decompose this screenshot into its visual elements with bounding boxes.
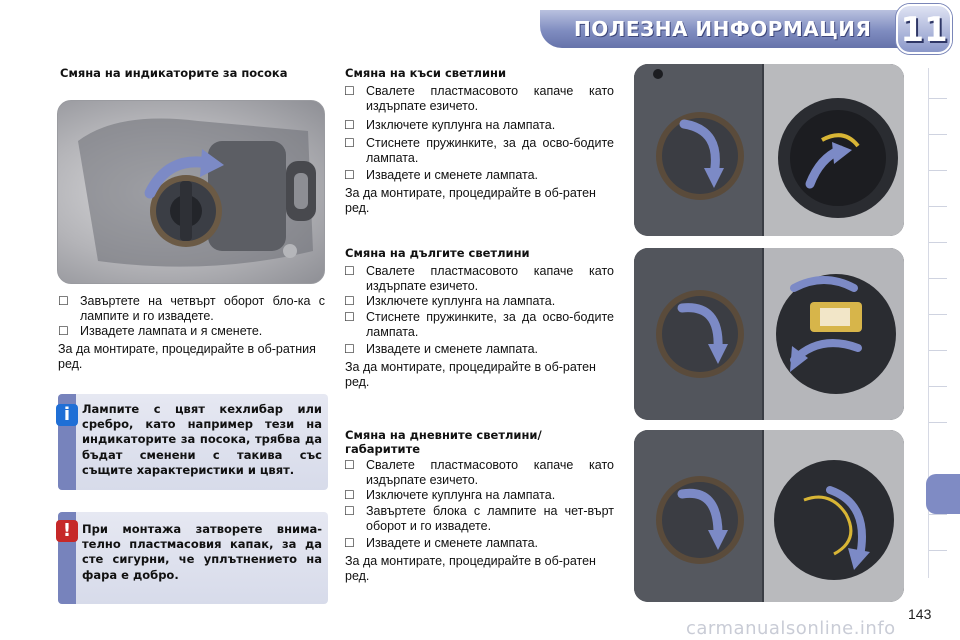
instruction-bullet xyxy=(344,136,614,166)
high-beam-illustration xyxy=(634,248,904,420)
tab-tick xyxy=(929,550,947,551)
instruction-bullet xyxy=(344,310,614,340)
daytime-light-illustration xyxy=(634,430,904,602)
tab-tick xyxy=(929,134,947,135)
indicator-lamp-drawing xyxy=(58,101,325,284)
checkbox-icon: ☐ xyxy=(344,294,355,308)
warning-box-text: При монтажа затворете внима-телно пластмасовия капак, за да сте сигурни, че уплътнението на фара е добро. xyxy=(82,522,322,582)
instruction-bullet xyxy=(344,536,614,551)
checkbox-icon: ☐ xyxy=(344,84,355,98)
info-box-text: Лампите с цвят кехлибар или сребро, като например тези на индикаторите за посока, трябва да бъдат сменени с такива със същите характеристики и цвят. xyxy=(82,402,322,477)
checkbox-icon: ☐ xyxy=(344,118,355,132)
checkbox-icon: ☐ xyxy=(344,264,355,278)
tab-tick xyxy=(929,242,947,243)
instruction-bullet xyxy=(344,264,614,294)
tab-tick xyxy=(929,278,947,279)
instruction-text: Свалете пластмасовото капаче като издърпате езичето. xyxy=(366,84,614,113)
refit-note: За да монтирате, процедирайте в об-ратния ред. xyxy=(58,342,316,371)
section-heading-daytime-lights: Смяна на дневните светлини/ габаритите xyxy=(345,428,542,456)
warning-icon: ! xyxy=(56,520,78,542)
instruction-bullet xyxy=(344,118,614,133)
instruction-text: Изключете куплунга на лампата. xyxy=(366,488,556,502)
tab-tick xyxy=(929,170,947,171)
instruction-bullet xyxy=(58,324,325,339)
tab-tick xyxy=(929,206,947,207)
checkbox-icon: ☐ xyxy=(344,168,355,182)
instruction-bullet xyxy=(344,294,614,309)
refit-note: За да монтирате, процедирайте в об-ратен ред. xyxy=(345,186,596,215)
checkbox-icon: ☐ xyxy=(344,342,355,356)
instruction-bullet xyxy=(58,294,325,324)
low-beam-illustration xyxy=(634,64,904,236)
instruction-text: Свалете пластмасовото капаче като издърпате езичето. xyxy=(366,264,614,293)
instruction-text: Извадете и сменете лампата. xyxy=(366,536,539,550)
refit-note: За да монтирате, процедирайте в об-ратен ред. xyxy=(345,554,596,583)
tab-tick xyxy=(929,350,947,351)
section-heading-indicators: Смяна на индикаторите за посока xyxy=(60,66,288,80)
instruction-bullet xyxy=(344,84,614,114)
checkbox-icon: ☐ xyxy=(344,488,355,502)
instruction-text: Извадете лампата и я сменете. xyxy=(80,324,263,338)
instruction-text: Стиснете пружинките, за да осво-бодите лампата. xyxy=(366,310,614,339)
section-heading-high-beam: Смяна на дългите светлини xyxy=(345,246,530,260)
instruction-bullet xyxy=(344,342,614,357)
chapter-badge xyxy=(896,4,952,54)
watermark: carmanualsonline.info xyxy=(686,618,896,639)
checkbox-icon: ☐ xyxy=(344,458,355,472)
tab-tick xyxy=(929,422,947,423)
instruction-text: Извадете и сменете лампата. xyxy=(366,342,539,356)
checkbox-icon: ☐ xyxy=(58,324,69,338)
info-icon: i xyxy=(56,404,78,426)
checkbox-icon: ☐ xyxy=(344,310,355,324)
tab-tick xyxy=(929,514,947,515)
chapter-tab-active[interactable] xyxy=(926,474,960,514)
daytime-light-drawing xyxy=(634,430,904,602)
checkbox-icon: ☐ xyxy=(344,536,355,550)
instruction-text: Свалете пластмасовото капаче като издърпате езичето. xyxy=(366,458,614,487)
checkbox-icon: ☐ xyxy=(344,136,355,150)
refit-note: За да монтирате, процедирайте в об-ратен ред. xyxy=(345,360,596,389)
tab-tick xyxy=(929,98,947,99)
instruction-text: Изключете куплунга на лампата. xyxy=(366,294,556,308)
checkbox-icon: ☐ xyxy=(344,504,355,518)
section-heading-low-beam: Смяна на къси светлини xyxy=(345,66,507,80)
chapter-number: 11 xyxy=(900,10,948,50)
instruction-text: Изключете куплунга на лампата. xyxy=(366,118,556,132)
instruction-text: Стиснете пружинките, за да осво-бодите лампата. xyxy=(366,136,614,165)
tab-tick xyxy=(929,386,947,387)
instruction-bullet xyxy=(344,504,614,534)
tab-tick xyxy=(929,314,947,315)
instruction-text: Завъртете блока с лампите на чет-върт оборот и го извадете. xyxy=(366,504,614,533)
low-beam-drawing xyxy=(634,64,904,236)
instruction-bullet xyxy=(344,168,614,183)
instruction-text: Извадете и сменете лампата. xyxy=(366,168,539,182)
page-number: 143 xyxy=(908,606,932,622)
checkbox-icon: ☐ xyxy=(58,294,69,308)
page-title: ПОЛЕЗНА ИНФОРМАЦИЯ xyxy=(574,17,872,41)
instruction-bullet xyxy=(344,458,614,488)
instruction-bullet xyxy=(344,488,614,503)
indicator-lamp-illustration xyxy=(57,100,325,284)
page-header xyxy=(500,4,960,56)
high-beam-drawing xyxy=(634,248,904,420)
instruction-text: Завъртете на четвърт оборот бло-ка с лампите и го извадете. xyxy=(80,294,325,323)
